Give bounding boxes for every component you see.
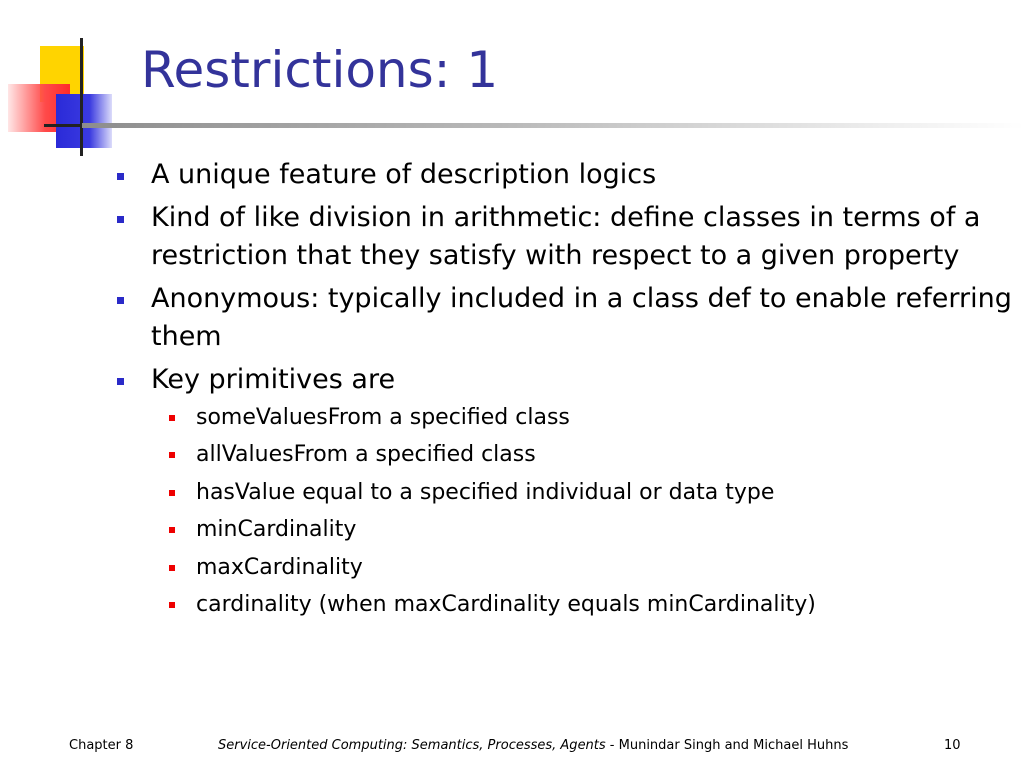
sub-bullet-text: minCardinality — [196, 517, 357, 543]
sub-bullet-text: hasValue equal to a specified individual or data type — [196, 479, 775, 505]
sub-bullet-item — [112, 511, 1012, 548]
red-square-bullet-icon — [169, 565, 175, 571]
title-divider — [82, 123, 1024, 128]
sub-bullet-text: cardinality (when maxCardinality equals minCardinality) — [196, 592, 816, 618]
sub-bullet-text: someValuesFrom a specified class — [196, 405, 570, 430]
bullet-text: Kind of like division in arithmetic: define classes in terms of a restriction that they satisfy with respect to a given property — [151, 202, 981, 271]
sub-bullet-item — [112, 399, 1012, 436]
logo-blue-square — [56, 94, 112, 148]
bullet-list — [112, 156, 1012, 623]
red-square-bullet-icon — [169, 490, 175, 496]
red-square-bullet-icon — [169, 527, 175, 533]
sub-bullet-item — [112, 436, 1012, 473]
footer-book-title: Service-Oriented Computing: Semantics, Processes, Agents — [218, 738, 606, 753]
sub-bullet-item — [112, 474, 1012, 511]
slide-title: Restrictions: 1 — [141, 41, 499, 99]
square-bullet-icon — [117, 173, 124, 180]
bullet-item — [112, 280, 1012, 356]
square-bullet-icon — [117, 378, 124, 385]
square-bullet-icon — [117, 216, 124, 223]
square-bullet-icon — [117, 297, 124, 304]
slide-logo — [0, 0, 140, 160]
logo-horizontal-line — [44, 124, 84, 127]
footer-chapter: Chapter 8 — [69, 738, 134, 753]
footer-page-number: 10 — [944, 738, 961, 753]
logo-vertical-line — [80, 38, 83, 156]
bullet-item — [112, 361, 1012, 399]
bullet-text: A unique feature of description logics — [151, 159, 657, 190]
footer-citation — [218, 736, 848, 756]
red-square-bullet-icon — [169, 415, 175, 421]
bullet-text: Anonymous: typically included in a class def to enable referring them — [151, 283, 1012, 352]
sub-bullet-item — [112, 586, 1012, 623]
sub-bullet-text: allValuesFrom a specified class — [196, 442, 536, 468]
red-square-bullet-icon — [169, 602, 175, 608]
bullet-item — [112, 156, 1012, 194]
bullet-item — [112, 199, 1012, 275]
red-square-bullet-icon — [169, 452, 175, 458]
bullet-text: Key primitives are — [151, 364, 396, 395]
sub-bullet-item — [112, 549, 1012, 586]
sub-bullet-text: maxCardinality — [196, 554, 363, 580]
footer-authors: - Munindar Singh and Michael Huhns — [605, 738, 849, 753]
